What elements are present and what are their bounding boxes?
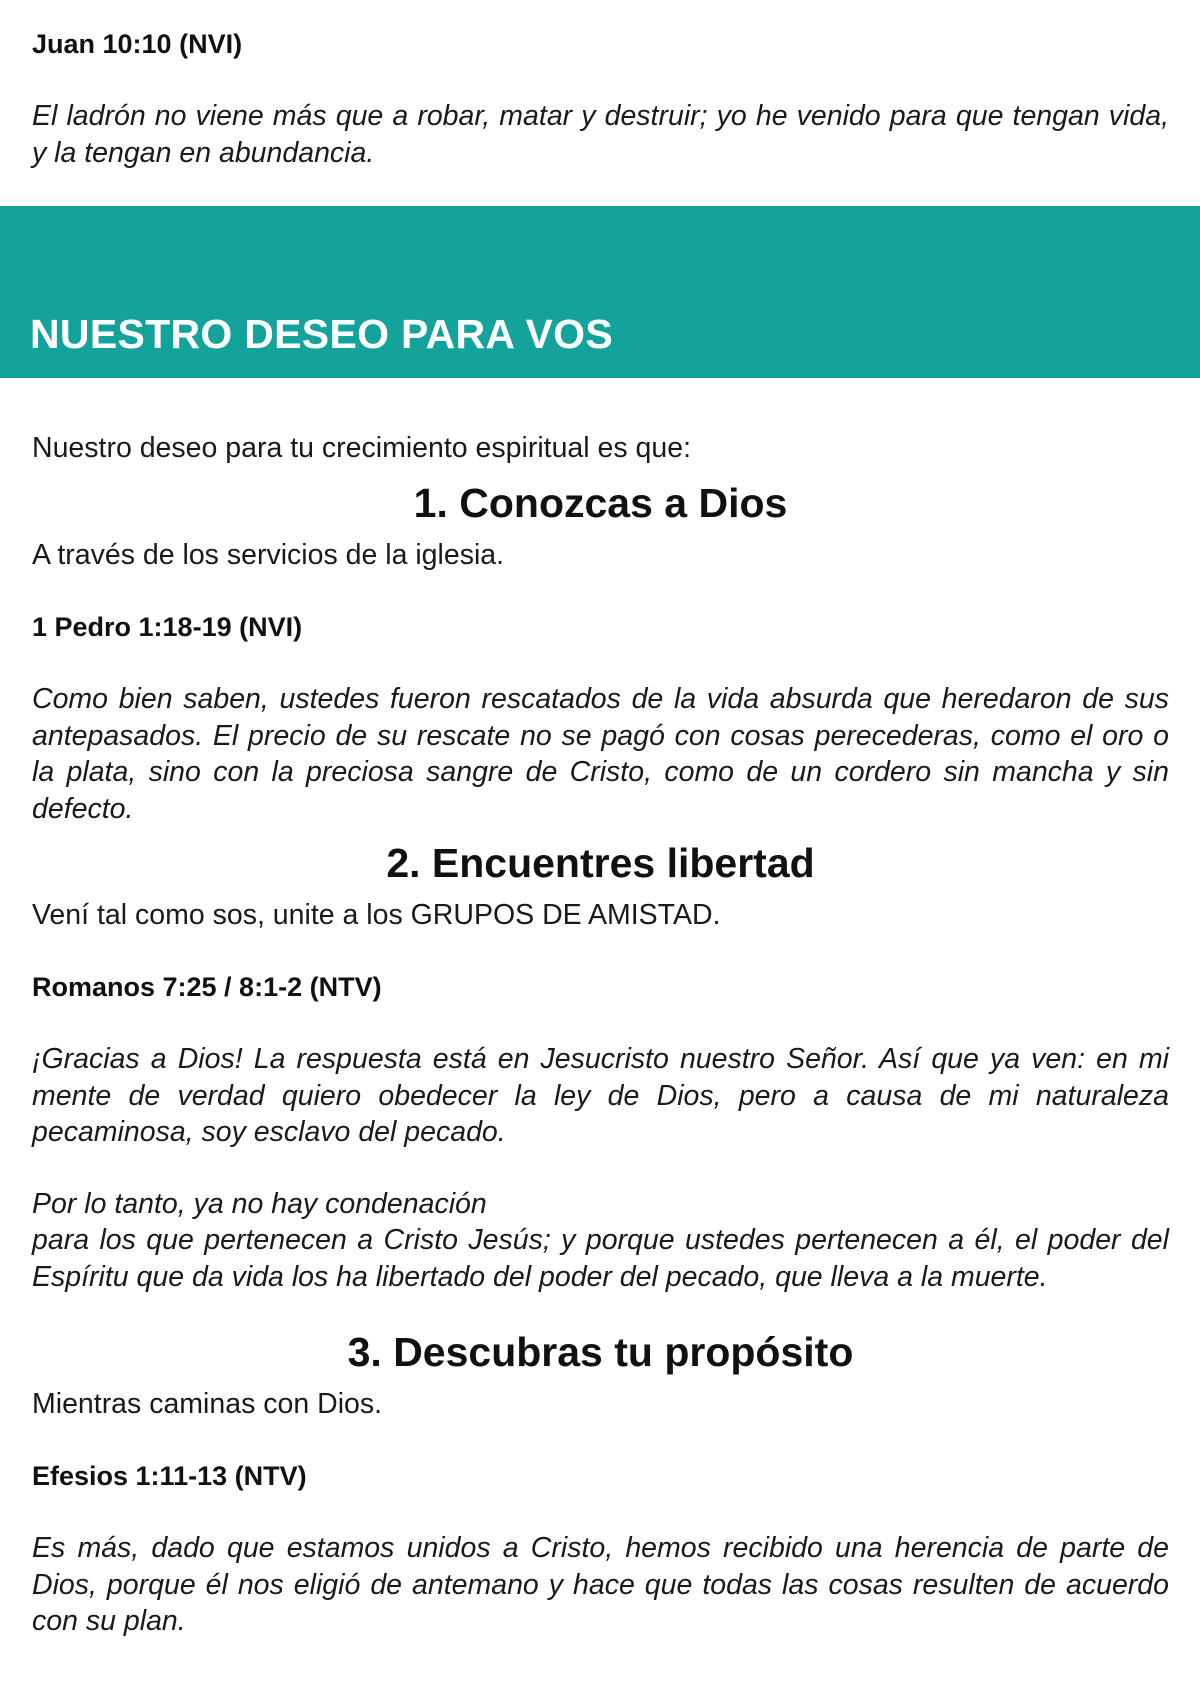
point-heading-3: 3. Descubras tu propósito bbox=[347, 1329, 854, 1375]
point-subtitle-1: A través de los servicios de la iglesia. bbox=[32, 539, 505, 571]
verse-text-2b-line1: Por lo tanto, ya no hay condenación bbox=[32, 1188, 487, 1220]
point-subtitle-3: Mientras caminas con Dios. bbox=[32, 1388, 383, 1420]
point-subtitle-2: Vení tal como sos, unite a los GRUPOS DE AMISTAD. bbox=[32, 899, 721, 931]
verse-text-juan: El ladrón no viene más que a robar, matar y destruir; yo he venido para que tengan vida, y la tengan en abundancia. bbox=[32, 100, 1169, 169]
verse-reference-juan: Juan 10:10 (NVI) bbox=[32, 29, 243, 59]
verse-reference-2: Romanos 7:25 / 8:1-2 (NTV) bbox=[32, 972, 382, 1002]
point-heading-1: 1. Conozcas a Dios bbox=[413, 480, 788, 526]
point-heading-2: 2. Encuentres libertad bbox=[386, 840, 815, 886]
verse-text-1: Como bien saben, ustedes fueron rescatados de la vida absurda que heredaron de sus antepasados. El precio de su rescate no se pagó con cosas perecederas, como el oro o la plata, sino con la preciosa sangre de Cristo, como de un cordero sin mancha y sin defecto. bbox=[32, 683, 1169, 825]
verse-text-2b-rest: para los que pertenecen a Cristo Jesús; y porque ustedes pertenecen a él, el poder del Espíritu que da vida los ha libertado del poder del pecado, que lleva a la muerte. bbox=[32, 1224, 1169, 1293]
verse-reference-1: 1 Pedro 1:18-19 (NVI) bbox=[32, 612, 303, 642]
section-title: NUESTRO DESEO PARA VOS bbox=[30, 311, 613, 357]
verse-reference-3: Efesios 1:11-13 (NTV) bbox=[32, 1461, 307, 1491]
verse-text-2a: ¡Gracias a Dios! La respuesta está en Jesucristo nuestro Señor. Así que ya ven: en mi mente de verdad quiero obedecer la ley de Dios, pero a causa de mi naturaleza pecaminosa, soy esclavo del pecado. bbox=[32, 1043, 1169, 1148]
intro-text: Nuestro deseo para tu crecimiento espiritual es que: bbox=[32, 432, 692, 464]
verse-text-3: Es más, dado que estamos unidos a Cristo, hemos recibido una herencia de parte de Dios, porque él nos eligió de antemano y hace que todas las cosas resulten de acuerdo con su plan. bbox=[32, 1532, 1169, 1637]
